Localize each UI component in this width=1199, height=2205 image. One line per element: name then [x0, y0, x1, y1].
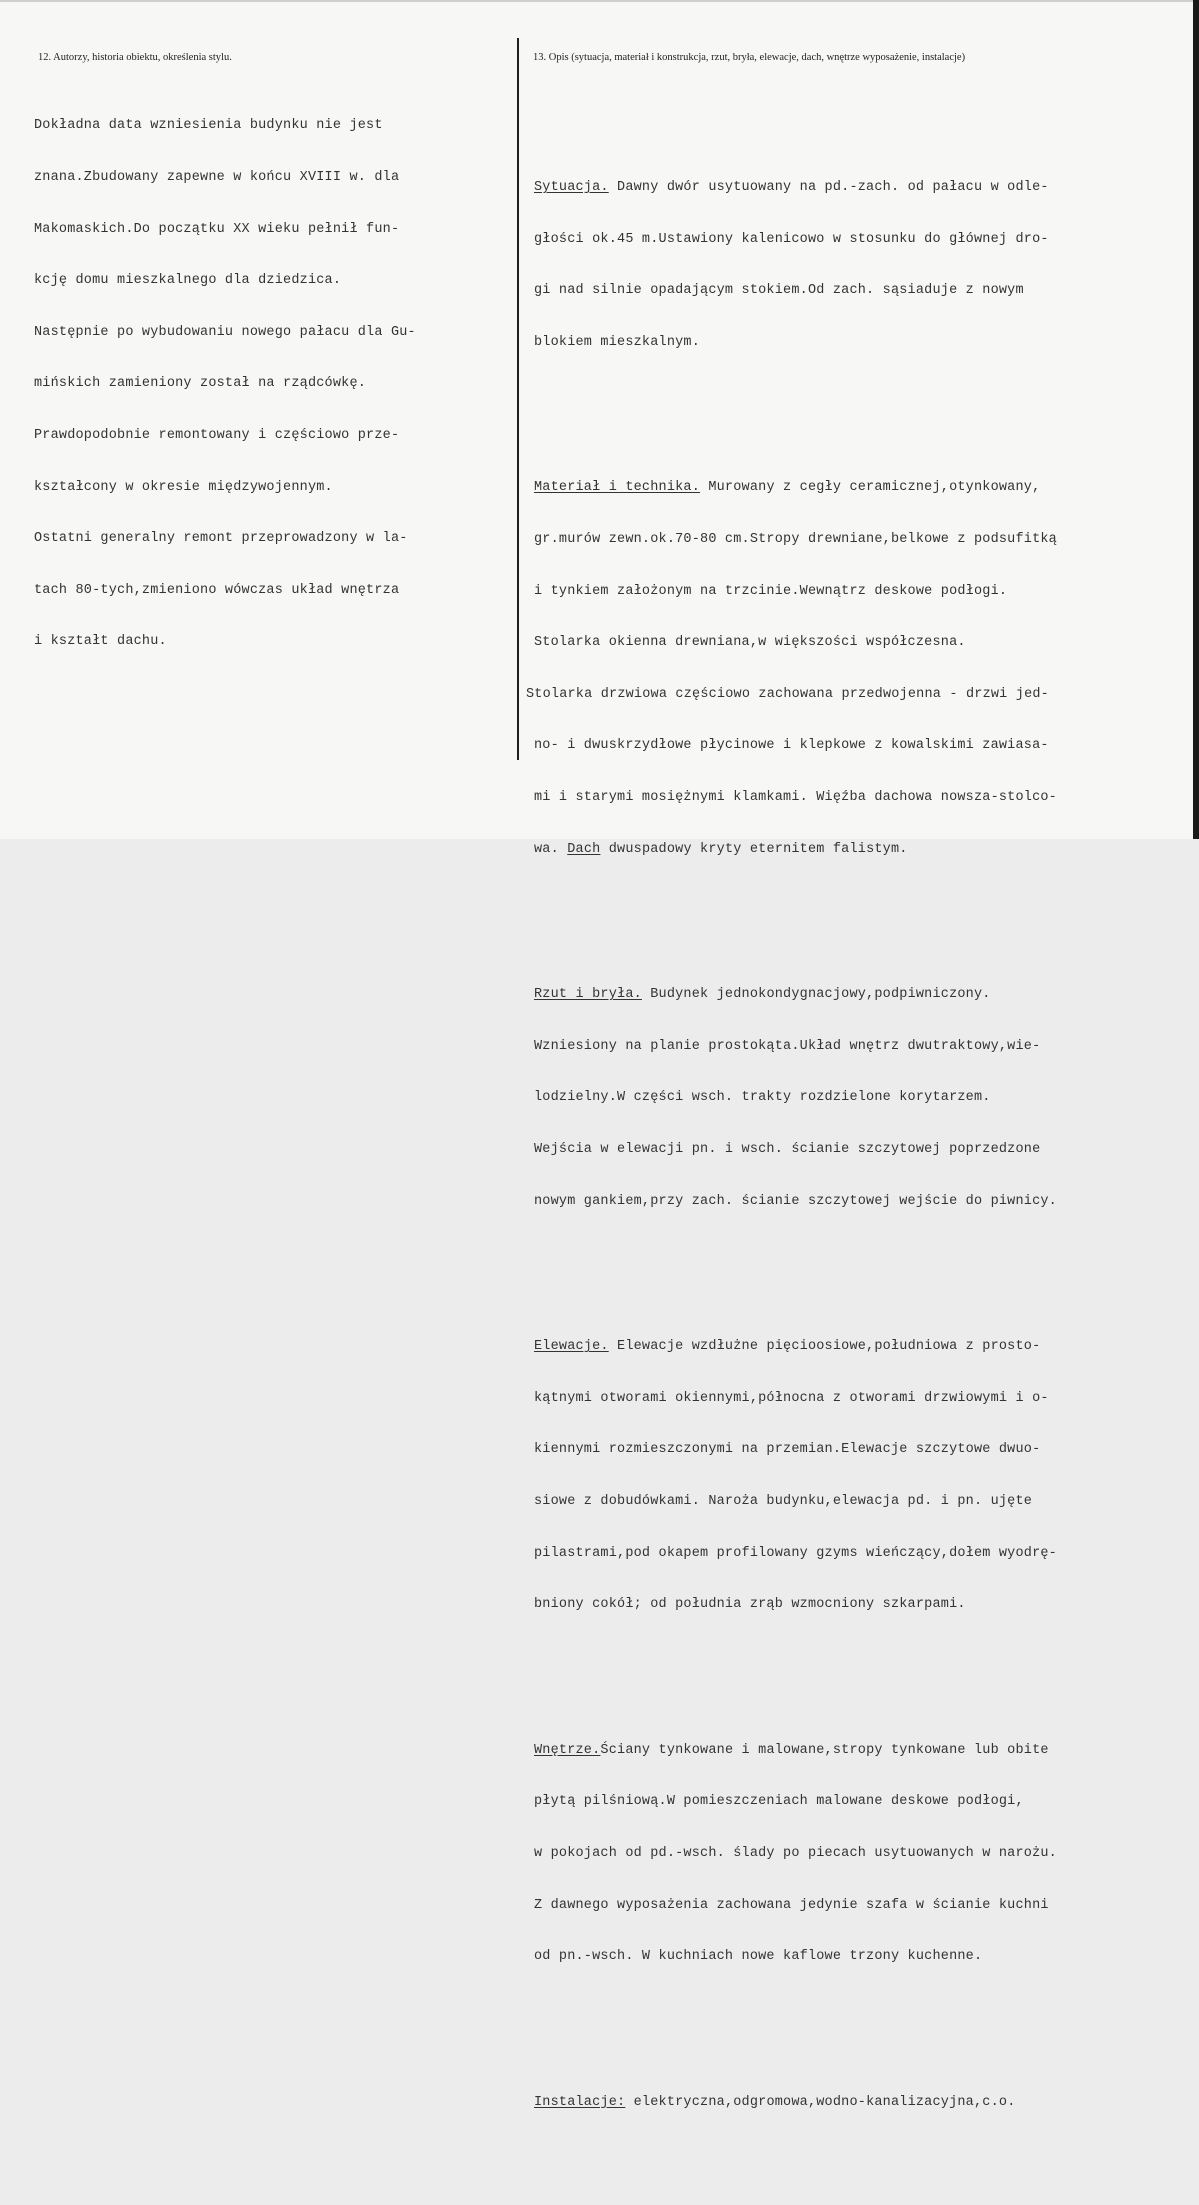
history-line: Następnie po wybudowaniu nowego pałacu dla Gu- — [34, 324, 416, 340]
material-line: dwuspadowy kryty eternitem falistym. — [600, 841, 908, 857]
situation-line: blokiem mieszkalnym. — [534, 334, 701, 350]
interior-heading: Wnętrze. — [534, 1742, 601, 1758]
interior-line: płytą pilśniową.W pomieszczeniach malowane deskowe podłogi, — [534, 1794, 1024, 1810]
history-line: tach 80-tych,zmieniono wówczas układ wnętrza — [34, 582, 400, 598]
history-text — [34, 83, 416, 685]
elevations-heading: Elewacje. — [534, 1339, 609, 1355]
history-line: znana.Zbudowany zapewne w końcu XVIII w. dla — [34, 170, 400, 185]
installations-paragraph — [534, 2059, 1057, 2145]
situation-line: gi nad silnie opadającym stokiem.Od zach. sąsiaduje z nowym — [534, 283, 1024, 299]
column-divider — [517, 38, 519, 760]
situation-line: głości ok.45 m.Ustawiony kalenicowo w stosunku do głównej dro- — [534, 231, 1049, 247]
interior-paragraph — [534, 1707, 1057, 1999]
elevations-paragraph — [534, 1304, 1057, 1648]
elevations-line: kątnymi otworami okiennymi,północna z otworami drzwiowymi i o- — [534, 1390, 1049, 1406]
elevations-line: pilastrami,pod okapem profilowany gzyms wieńczący,dołem wyodrę- — [534, 1545, 1057, 1561]
material-line: wa. — [534, 841, 568, 857]
section-12-header: 12. Autorzy, historia obiektu, określenia stylu. — [38, 52, 232, 63]
plan-line: lodzielny.W części wsch. trakty rozdzielone korytarzem. — [534, 1090, 991, 1106]
roof-heading: Dach — [567, 841, 601, 857]
interior-line: Ściany tynkowane i malowane,stropy tynkowane lub obite — [600, 1742, 1049, 1758]
history-line: Prawdopodobnie remontowany i częściowo prze- — [34, 427, 400, 443]
elevations-line: siowe z dobudówkami. Naroża budynku,elewacja pd. i pn. ujęte — [534, 1493, 1033, 1509]
history-line: Ostatni generalny remont przeprowadzony w la- — [34, 531, 408, 547]
section-13-header: 13. Opis (sytuacja, materiał i konstrukcja, rzut, bryła, elewacje, dach, wnętrze wyposażenie, instalacje) — [533, 52, 966, 63]
elevations-line: Elewacje wzdłużne pięcioosiowe,południowa z prosto- — [608, 1339, 1041, 1355]
situation-heading: Sytuacja. — [534, 180, 609, 196]
history-line: Dokładna data wzniesienia budynku nie jest — [34, 118, 383, 134]
material-line: Murowany z cegły ceramicznej,otynkowany, — [700, 480, 1041, 496]
plan-line: nowym gankiem,przy zach. ścianie szczytowej wejście do piwnicy. — [534, 1193, 1057, 1209]
description-text — [526, 93, 1057, 2205]
history-line: Makomaskich.Do początku XX wieku pełnił fun- — [34, 221, 400, 237]
right-frame-border — [1193, 0, 1199, 839]
material-line: no- i dwuskrzydłowe płycinowe i klepkowe z kowalskimi zawiasa- — [534, 738, 1049, 754]
installations-heading: Instalacje: — [534, 2094, 626, 2110]
installations-line: elektryczna,odgromowa,wodno-kanalizacyjna,c.o. — [625, 2094, 1016, 2110]
material-line: mi i starymi mosiężnymi klamkami. Więźba dachowa nowsza-stolco- — [534, 789, 1057, 805]
history-line: i kształt dachu. — [34, 634, 167, 650]
situation-line: Dawny dwór usytuowany na pd.-zach. od pałacu w odle- — [608, 180, 1049, 196]
material-line: Stolarka okienna drewniana,w większości współczesna. — [534, 635, 966, 651]
situation-paragraph — [534, 145, 1057, 386]
material-line: Stolarka drzwiowa częściowo zachowana przedwojenna - drzwi jed- — [526, 686, 1049, 702]
interior-line: w pokojach od pd.-wsch. ślady po piecach usytuowanych w narożu. — [534, 1845, 1057, 1861]
material-paragraph — [526, 445, 1057, 892]
material-line: i tynkiem założonym na trzcinie.Wewnątrz deskowe podłogi. — [534, 583, 1008, 599]
top-edge — [0, 0, 1199, 2]
interior-line: Z dawnego wyposażenia zachowana jedynie szafa w ścianie kuchni — [534, 1897, 1049, 1913]
elevations-line: bniony cokół; od południa zrąb wzmocniony szkarpami. — [534, 1597, 966, 1613]
interior-line: od pn.-wsch. W kuchniach nowe kaflowe trzony kuchenne. — [534, 1949, 983, 1965]
plan-line: Wzniesiony na planie prostokąta.Układ wnętrz dwutraktowy,wie- — [534, 1038, 1041, 1054]
plan-paragraph — [534, 952, 1057, 1244]
plan-heading: Rzut i bryła. — [534, 987, 642, 1003]
plan-line: Wejścia w elewacji pn. i wsch. ścianie szczytowej poprzedzone — [534, 1141, 1041, 1157]
material-line: gr.murów zewn.ok.70-80 cm.Stropy drewniane,belkowe z podsufitką — [534, 532, 1057, 547]
history-line: kształcony w okresie międzywojennym. — [34, 479, 333, 495]
material-heading: Materiał i technika. — [534, 480, 701, 496]
history-line: kcję domu mieszkalnego dla dziedzica. — [34, 273, 342, 289]
history-line: mińskich zamieniony został na rządcówkę. — [34, 376, 367, 392]
elevations-line: kiennymi rozmieszczonymi na przemian.Elewacje szczytowe dwuo- — [534, 1442, 1041, 1458]
plan-line: Budynek jednokondygnacjowy,podpiwniczony. — [641, 987, 991, 1003]
